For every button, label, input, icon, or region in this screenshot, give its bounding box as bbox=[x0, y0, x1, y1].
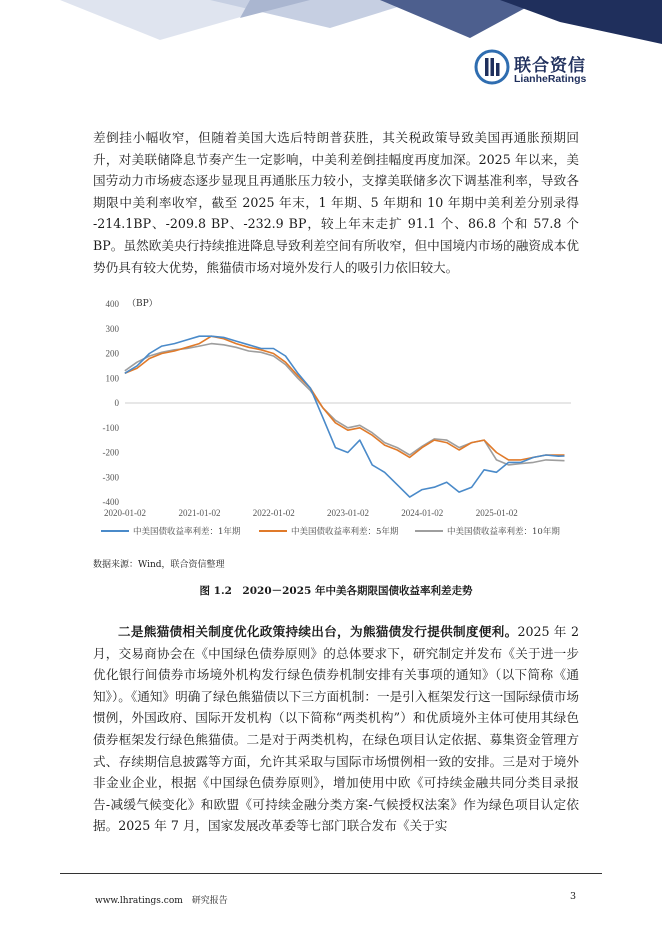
x-tick-label: 2021-01-02 bbox=[178, 508, 221, 518]
spread-line-chart bbox=[93, 296, 583, 546]
y-tick-label: 200 bbox=[105, 348, 119, 359]
logo-mark-icon bbox=[474, 49, 510, 85]
legend-label: 中美国债收益率利差：10年期 bbox=[447, 527, 560, 537]
company-logo bbox=[474, 49, 624, 91]
y-tick-label: -100 bbox=[102, 422, 119, 433]
series-line bbox=[125, 344, 565, 465]
paragraph-2-heading: 二是熊猫债相关制度优化政策持续出台，为熊猫债发行提供制度便利。 bbox=[118, 624, 518, 639]
x-tick-label: 2022-01-02 bbox=[252, 508, 295, 518]
figure-source: 数据来源：Wind，联合资信整理 bbox=[93, 560, 225, 570]
logo-chinese-name: 联合资信 bbox=[514, 56, 586, 76]
footer-website: www.lhratings.com 研究报告 bbox=[95, 896, 228, 906]
x-tick-label: 2020-01-02 bbox=[104, 508, 146, 518]
y-tick-label: 100 bbox=[105, 373, 119, 384]
x-tick-label: 2025-01-02 bbox=[475, 508, 518, 518]
y-axis-unit: （BP） bbox=[127, 299, 158, 309]
y-tick-label: 400 bbox=[105, 299, 119, 309]
logo-english-name: LianheRatings bbox=[514, 73, 587, 85]
figure-caption: 图 1.2 2020－2025 年中美各期限国债收益率利差走势 bbox=[199, 585, 473, 597]
series-line bbox=[125, 336, 565, 460]
y-tick-label: 0 bbox=[114, 398, 119, 408]
page-number: 3 bbox=[570, 891, 577, 902]
y-tick-label: -200 bbox=[102, 447, 119, 458]
x-tick-label: 2023-01-02 bbox=[327, 508, 369, 518]
body-paragraph-1: 差倒挂小幅收窄，但随着美国大选后特朗普获胜，其关税政策导致美国再通胀预期回升，对美联储降息节奏产生一定影响，中美利差倒挂幅度再度加深。2025 年以来，美国劳动力市场疲态逐步显现且再通胀压力较小，支撑美联储多次下调基准利率，导致各期限中美利率收窄，截至 2025 年末，1 年期、5 年期和 10 年期中美利差分别录得 -214.1BP、-209.8 BP、-232.9 BP，较上年末走扩 91.1 个、86.8 个和 57.8 个 BP。虽然欧美央行持续推进降息导致利差空间有所收窄，但中国境内市场的融资成本优势仍具有较大优势，熊猫债市场对境外发行人的吸引力依旧较大。 bbox=[93, 130, 579, 275]
y-tick-label: -300 bbox=[102, 472, 119, 483]
body-paragraph-2 bbox=[93, 621, 579, 837]
legend-label: 中美国债收益率利差：5年期 bbox=[291, 527, 399, 537]
y-tick-label: -400 bbox=[102, 497, 119, 507]
legend-label: 中美国债收益率利差：1年期 bbox=[133, 527, 241, 537]
x-tick-label: 2024-01-02 bbox=[401, 508, 444, 518]
series-line bbox=[125, 336, 565, 497]
banner-shape bbox=[500, 0, 662, 44]
footer-divider bbox=[60, 873, 602, 874]
paragraph-2-text: 2025 年 2 月，交易商协会在《中国绿色债券原则》的总体要求下，研究制定并发布《关于进一步优化银行间债券市场境外机构发行绿色债券机制安排有关事项的通知》（以下简称《通知》）。《通知》明确了绿色熊猫债以下三方面机制：一是引入框架发行这一国际绿债市场惯例，外国政府、国际开发机构（以下简称“两类机构”）和优质境外主体可使用其绿色债券框架发行绿色熊猫债。二是对于两类机构，在绿色项目认定依据、募集资金管理方式、存续期信息披露等方面，允许其采取与国际市场惯例相一致的安排。三是对于境外非金业企业，根据《中国绿色债券原则》，增加使用中欧《可持续金融共同分类目录报告-减缓气候变化》和欧盟《可持续金融分类方案-气候授权法案》作为绿色项目认定依据。2025 年 7 月，国家发展改革委等七部门联合发布《关于实 bbox=[93, 624, 579, 834]
y-tick-label: 300 bbox=[105, 323, 119, 334]
